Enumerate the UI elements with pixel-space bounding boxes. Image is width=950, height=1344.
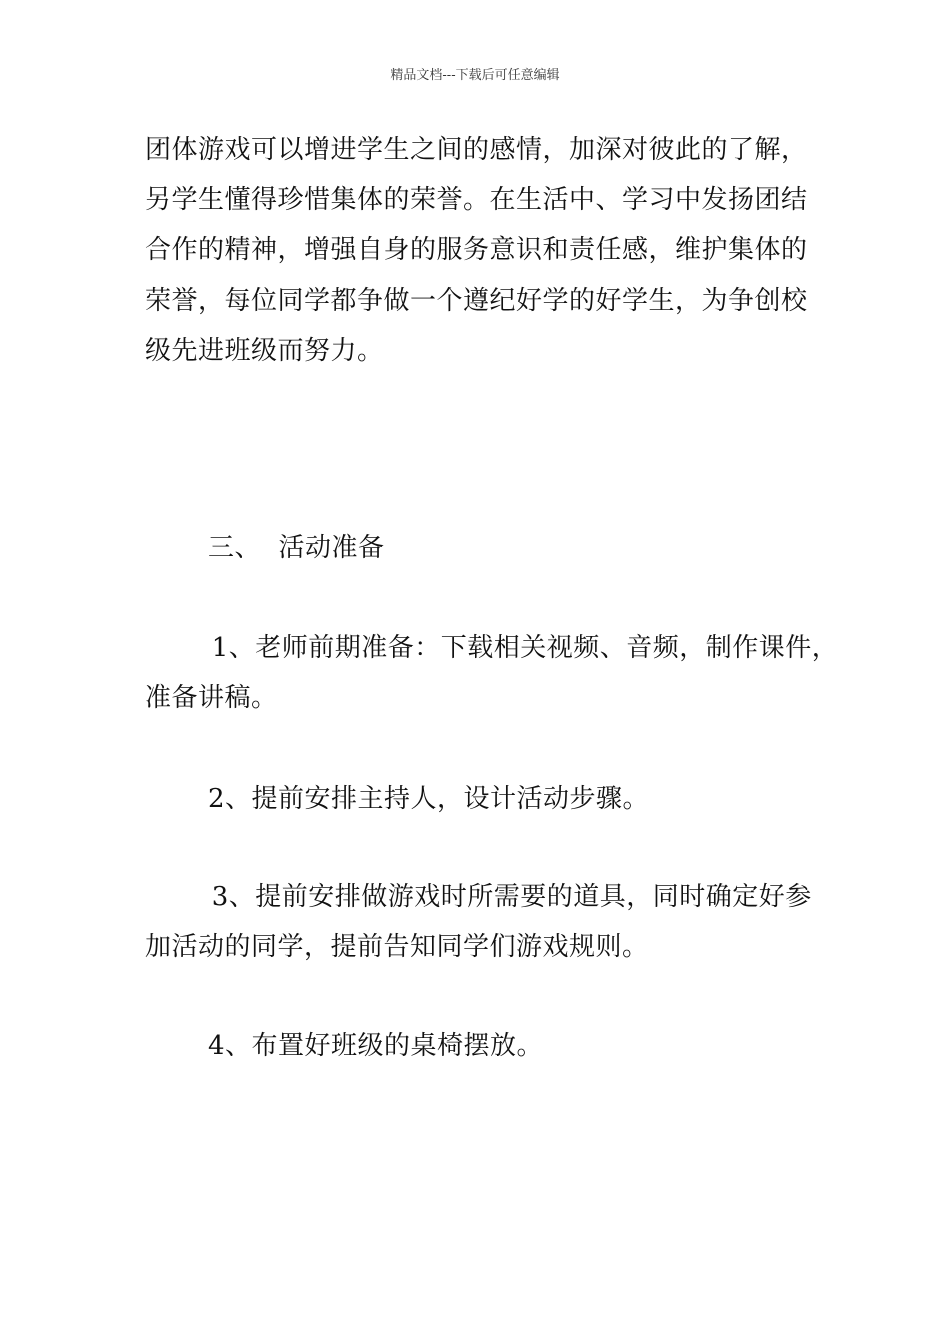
list-item-line: 4、布置好班级的桌椅摆放。 bbox=[208, 1031, 544, 1061]
page-header: 精品文档---下载后可任意编辑 bbox=[390, 68, 560, 83]
paragraph-line: 团体游戏可以增进学生之间的感情，加深对彼此的了解， bbox=[145, 135, 808, 165]
paragraph-line: 荣誉，每位同学都争做一个遵纪好学的好学生，为争创校 bbox=[145, 286, 808, 316]
section-heading: 三、 活动准备 bbox=[208, 533, 385, 563]
paragraph-line: 另学生懂得珍惜集体的荣誉。在生活中、学习中发扬团结 bbox=[145, 185, 808, 215]
paragraph-line: 合作的精神，增强自身的服务意识和责任感，维护集体的 bbox=[145, 235, 808, 265]
list-item-line: 加活动的同学，提前告知同学们游戏规则。 bbox=[145, 932, 649, 962]
list-item-line: 1、老师前期准备：下载相关视频、音频，制作课件， bbox=[203, 633, 839, 663]
list-item-line: 2、提前安排主持人，设计活动步骤。 bbox=[208, 784, 650, 814]
list-item-line: 3、提前安排做游戏时所需要的道具，同时确定好参 bbox=[203, 882, 812, 912]
list-item-line: 准备讲稿。 bbox=[145, 683, 278, 713]
paragraph-line: 级先进班级而努力。 bbox=[145, 336, 384, 366]
